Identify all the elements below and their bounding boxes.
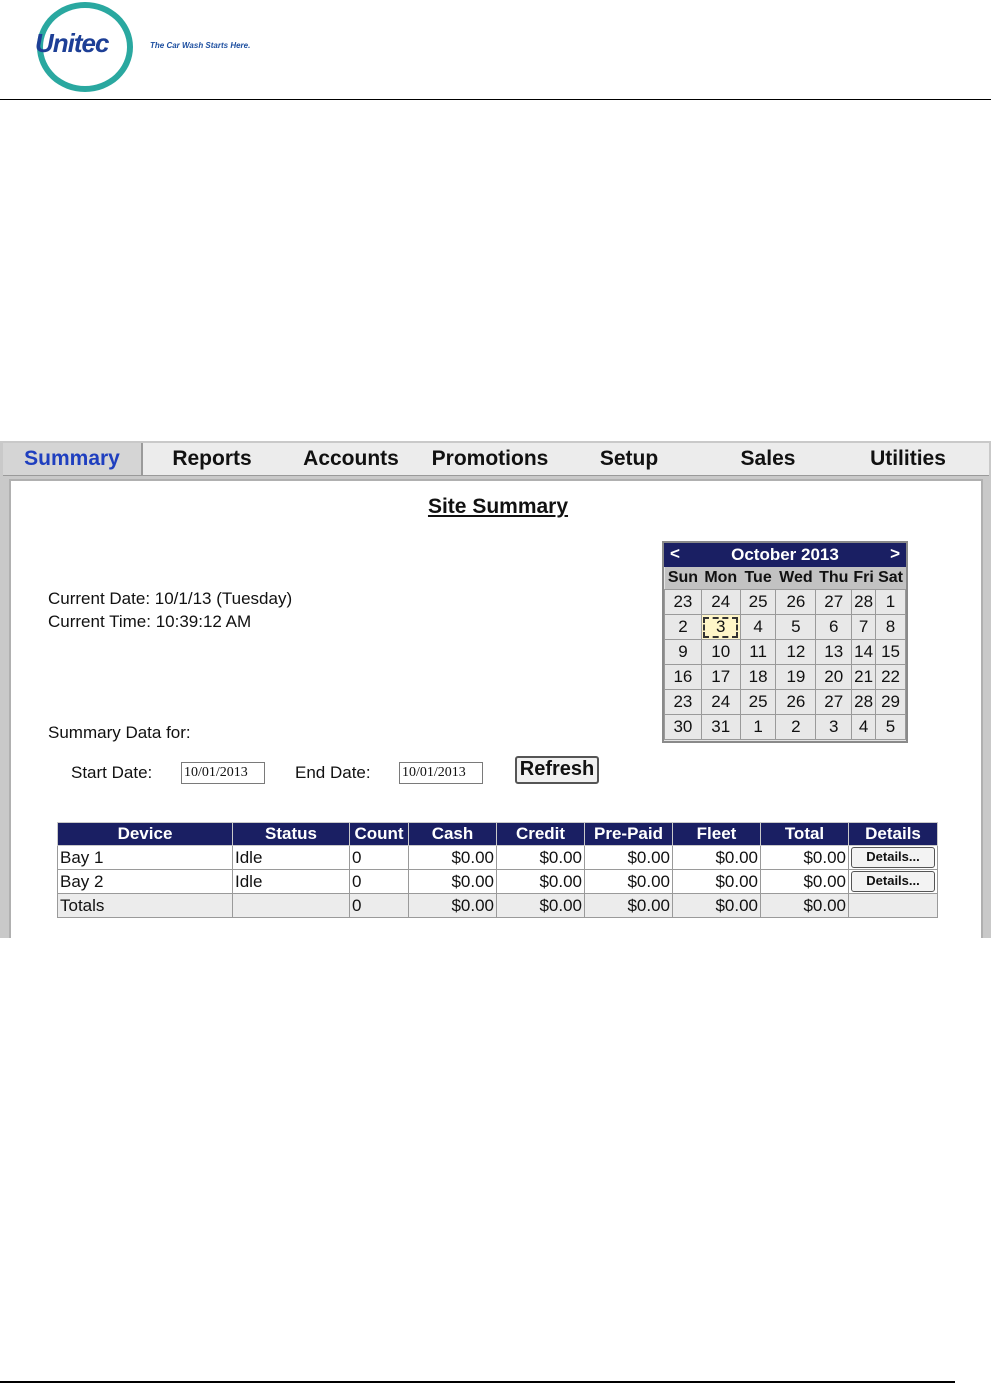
calendar-week (665, 640, 906, 665)
calendar-day[interactable]: 18 (740, 665, 776, 690)
calendar-weekday: Fri (852, 567, 876, 590)
fleet-cell: $0.00 (673, 870, 761, 894)
calendar-weekday: Mon (701, 567, 740, 590)
calendar-day[interactable]: 24 (701, 590, 740, 615)
details-cell (849, 870, 938, 894)
calendar-grid (664, 567, 906, 740)
col-device[interactable]: Device (58, 823, 233, 846)
prepaid-cell: $0.00 (585, 870, 673, 894)
details-button-bay-2[interactable]: Details... (851, 871, 935, 892)
tab-accounts[interactable]: Accounts (303, 447, 399, 470)
total-cell: $0.00 (761, 870, 849, 894)
col-credit[interactable]: Credit (497, 823, 585, 846)
fleet-cell: $0.00 (673, 894, 761, 918)
table-row (58, 846, 938, 870)
calendar-header (664, 543, 906, 567)
status-cell (233, 894, 350, 918)
calendar-weekday: Wed (776, 567, 816, 590)
details-button-bay-1[interactable]: Details... (851, 847, 935, 868)
calendar-prev-button[interactable]: < (670, 544, 680, 563)
calendar-day[interactable]: 24 (701, 690, 740, 715)
col-fleet[interactable]: Fleet (673, 823, 761, 846)
calendar-day[interactable]: 23 (665, 590, 702, 615)
calendar-day[interactable]: 5 (776, 615, 816, 640)
cash-cell: $0.00 (409, 894, 497, 918)
count-cell: 0 (350, 846, 409, 870)
tab-reports[interactable]: Reports (172, 447, 252, 470)
calendar-day[interactable]: 1 (876, 590, 906, 615)
calendar-day[interactable]: 28 (852, 590, 876, 615)
calendar-day[interactable]: 21 (852, 665, 876, 690)
calendar-day[interactable]: 13 (816, 640, 852, 665)
calendar-month: October 2013 (731, 545, 839, 564)
prepaid-cell: $0.00 (585, 846, 673, 870)
calendar-weekday: Tue (740, 567, 776, 590)
credit-cell: $0.00 (497, 870, 585, 894)
cash-cell: $0.00 (409, 870, 497, 894)
tab-setup[interactable]: Setup (599, 447, 659, 470)
calendar-day[interactable]: 12 (776, 640, 816, 665)
totals-row (58, 894, 938, 918)
page-title: Site Summary (427, 495, 569, 518)
logo-wordmark: Unitec (35, 28, 109, 58)
calendar-day[interactable]: 20 (816, 665, 852, 690)
calendar-week (665, 690, 906, 715)
calendar-day[interactable]: 28 (852, 690, 876, 715)
credit-cell: $0.00 (497, 894, 585, 918)
start-date-label: Start Date: (71, 763, 153, 782)
credit-cell: $0.00 (497, 846, 585, 870)
calendar-day[interactable]: 1 (740, 715, 776, 740)
calendar-day[interactable]: 22 (876, 665, 906, 690)
current-time: Current Time: 10:39:12 AM (48, 612, 252, 631)
calendar-weekday: Sun (665, 567, 702, 590)
calendar-day[interactable]: 6 (816, 615, 852, 640)
calendar-day[interactable]: 25 (740, 690, 776, 715)
col-status[interactable]: Status (233, 823, 350, 846)
total-cell: $0.00 (761, 846, 849, 870)
calendar-day[interactable]: 19 (776, 665, 816, 690)
cash-cell: $0.00 (409, 846, 497, 870)
calendar-day[interactable]: 3 (701, 615, 740, 640)
calendar-day[interactable]: 8 (876, 615, 906, 640)
calendar-day[interactable]: 14 (852, 640, 876, 665)
tab-promotions[interactable]: Promotions (431, 447, 549, 470)
calendar-day[interactable]: 27 (816, 690, 852, 715)
status-cell: Idle (233, 870, 350, 894)
app-window (0, 441, 991, 938)
calendar-week (665, 715, 906, 740)
calendar-day[interactable]: 17 (701, 665, 740, 690)
calendar-day[interactable]: 31 (701, 715, 740, 740)
count-cell: 0 (350, 870, 409, 894)
totals-label: Totals (58, 894, 233, 918)
calendar-day[interactable]: 7 (852, 615, 876, 640)
summary-table (57, 822, 938, 918)
calendar-day[interactable]: 9 (665, 640, 702, 665)
current-date: Current Date: 10/1/13 (Tuesday) (48, 589, 293, 608)
calendar-next-button[interactable]: > (890, 544, 900, 563)
device-cell: Bay 1 (58, 846, 233, 870)
logo-tagline: The Car Wash Starts Here. (150, 41, 251, 50)
calendar-day[interactable]: 11 (740, 640, 776, 665)
calendar-day[interactable]: 29 (876, 690, 906, 715)
status-cell: Idle (233, 846, 350, 870)
tab-utilities[interactable]: Utilities (870, 447, 946, 470)
start-date-input[interactable]: 10/01/2013 (181, 762, 265, 784)
prepaid-cell: $0.00 (585, 894, 673, 918)
tab-summary[interactable]: Summary (3, 443, 143, 475)
calendar-weekday: Sat (876, 567, 906, 590)
table-row (58, 870, 938, 894)
details-cell (849, 894, 938, 918)
col-prepaid[interactable]: Pre-Paid (585, 823, 673, 846)
tab-sales[interactable]: Sales (740, 447, 796, 470)
calendar-day[interactable]: 3 (816, 715, 852, 740)
calendar-day[interactable]: 26 (776, 590, 816, 615)
device-cell: Bay 2 (58, 870, 233, 894)
calendar-week (665, 665, 906, 690)
calendar-day[interactable]: 2 (665, 615, 702, 640)
calendar-day[interactable]: 27 (816, 590, 852, 615)
count-cell: 0 (350, 894, 409, 918)
calendar-day[interactable]: 26 (776, 690, 816, 715)
calendar-day[interactable]: 2 (776, 715, 816, 740)
calendar-day[interactable]: 25 (740, 590, 776, 615)
col-total[interactable]: Total (761, 823, 849, 846)
calendar-day[interactable]: 4 (740, 615, 776, 640)
col-details: Details (849, 823, 938, 846)
calendar-day[interactable]: 23 (665, 690, 702, 715)
calendar-week (665, 615, 906, 640)
col-count[interactable]: Count (350, 823, 409, 846)
header-divider (0, 99, 991, 100)
fleet-cell: $0.00 (673, 846, 761, 870)
col-cash[interactable]: Cash (409, 823, 497, 846)
calendar-weekday: Thu (816, 567, 852, 590)
unitec-logo (33, 0, 137, 92)
refresh-button[interactable]: Refresh (515, 756, 599, 784)
main-tab-bar (3, 443, 989, 476)
calendar-day[interactable]: 15 (876, 640, 906, 665)
calendar-day[interactable]: 30 (665, 715, 702, 740)
calendar-week (665, 590, 906, 615)
date-calendar (662, 541, 908, 743)
calendar-day[interactable]: 10 (701, 640, 740, 665)
end-date-input[interactable]: 10/01/2013 (399, 762, 483, 784)
calendar-day[interactable]: 16 (665, 665, 702, 690)
content-panel (9, 479, 983, 938)
calendar-day[interactable]: 5 (876, 715, 906, 740)
calendar-day[interactable]: 4 (852, 715, 876, 740)
summary-data-label: Summary Data for: (48, 723, 191, 742)
details-cell (849, 846, 938, 870)
total-cell: $0.00 (761, 894, 849, 918)
end-date-label: End Date: (295, 763, 371, 782)
